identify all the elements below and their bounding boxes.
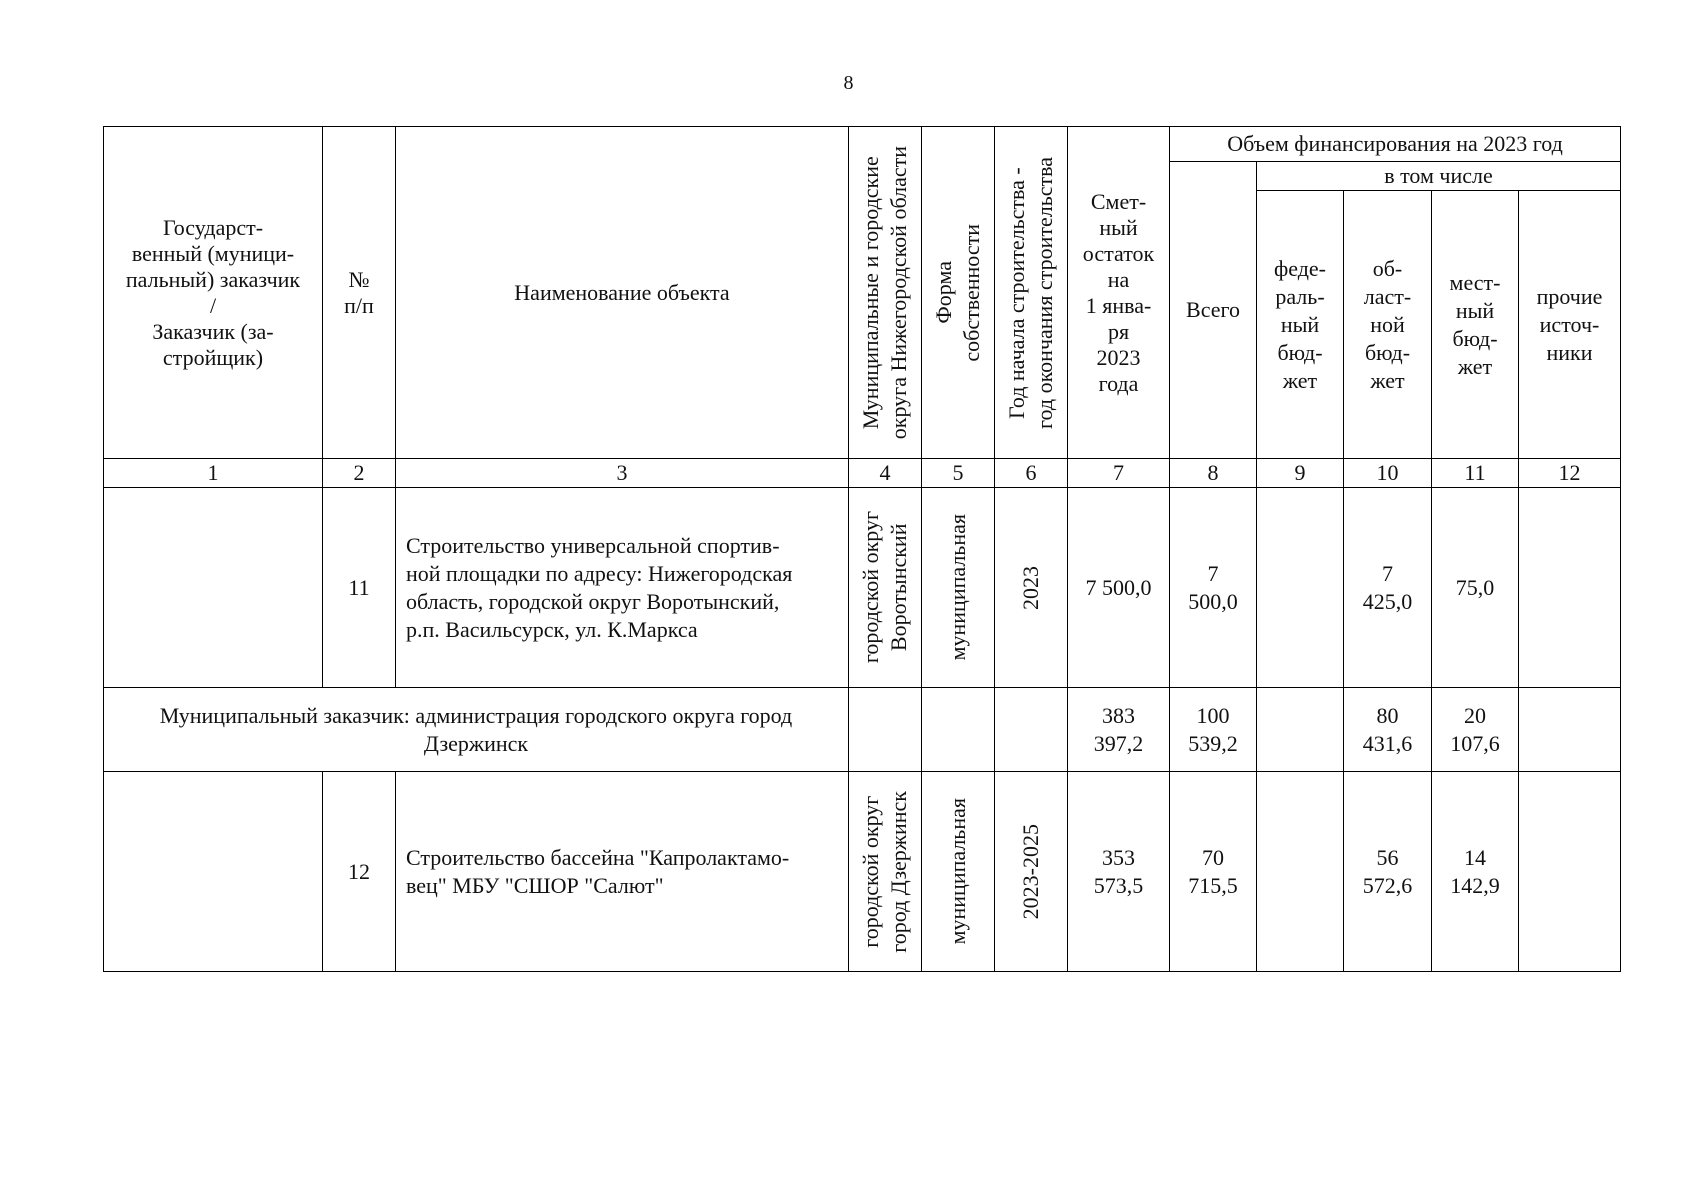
row-regional: 56 572,6 xyxy=(1344,772,1432,972)
header-ownership: Форма собственности xyxy=(922,127,995,459)
header-local: мест- ный бюд- жет xyxy=(1432,191,1519,459)
table-row xyxy=(104,772,1621,972)
row-customer-cell xyxy=(104,488,323,688)
column-number: 8 xyxy=(1170,459,1257,488)
column-number: 9 xyxy=(1257,459,1344,488)
header-number: № п/п xyxy=(323,127,396,459)
column-number: 6 xyxy=(995,459,1068,488)
header-municipality: Муниципальные и городские округа Нижегородской области xyxy=(849,127,922,459)
column-number: 12 xyxy=(1519,459,1621,488)
row-federal xyxy=(1257,772,1344,972)
header-customer: Государст- венный (муници- пальный) заказчик / Заказчик (за- стройщик) xyxy=(104,127,323,459)
header-federal: феде- раль- ный бюд- жет xyxy=(1257,191,1344,459)
customer-regional: 80 431,6 xyxy=(1344,688,1432,772)
table-row xyxy=(104,488,1621,688)
row-estimate: 353 573,5 xyxy=(1068,772,1170,972)
customer-local: 20 107,6 xyxy=(1432,688,1519,772)
row-local: 75,0 xyxy=(1432,488,1519,688)
row-years: 2023-2025 xyxy=(995,772,1068,972)
row-other xyxy=(1519,488,1621,688)
row-other xyxy=(1519,772,1621,972)
column-number: 1 xyxy=(104,459,323,488)
column-number: 11 xyxy=(1432,459,1519,488)
row-federal xyxy=(1257,488,1344,688)
row-object-name: Строительство бассейна "Капролактамо- вец" МБУ "СШОР "Салют" xyxy=(396,772,849,972)
customer-label: Муниципальный заказчик: администрация городского округа город Дзержинск xyxy=(104,688,849,772)
row-years: 2023 xyxy=(995,488,1068,688)
header-financing-title: Объем финансирования на 2023 год xyxy=(1170,127,1621,162)
page-number: 8 xyxy=(843,72,854,94)
column-number: 2 xyxy=(323,459,396,488)
column-number: 7 xyxy=(1068,459,1170,488)
row-number: 12 xyxy=(323,772,396,972)
row-ownership: муниципальная xyxy=(922,772,995,972)
row-object-name: Строительство универсальной спортив- ной площадки по адресу: Нижегородская область, городской округ Воротынский, р.п. Васильсурск, ул. К.Маркса xyxy=(396,488,849,688)
header-including: в том числе xyxy=(1257,162,1621,191)
row-total: 70 715,5 xyxy=(1170,772,1257,972)
column-number: 10 xyxy=(1344,459,1432,488)
customer-federal xyxy=(1257,688,1344,772)
customer-years xyxy=(995,688,1068,772)
header-other: прочие источ- ники xyxy=(1519,191,1621,459)
column-number: 4 xyxy=(849,459,922,488)
header-regional: об- ласт- ной бюд- жет xyxy=(1344,191,1432,459)
construction-financing-table xyxy=(103,126,1621,972)
header-years: Год начала строительства - год окончания строительства xyxy=(995,127,1068,459)
customer-total: 100 539,2 xyxy=(1170,688,1257,772)
row-municipality: городской округ Воротынский xyxy=(849,488,922,688)
column-number: 5 xyxy=(922,459,995,488)
customer-estimate: 383 397,2 xyxy=(1068,688,1170,772)
row-customer-cell xyxy=(104,772,323,972)
customer-other xyxy=(1519,688,1621,772)
row-ownership: муниципальная xyxy=(922,488,995,688)
row-municipality: городской округ город Дзержинск xyxy=(849,772,922,972)
row-local: 14 142,9 xyxy=(1432,772,1519,972)
row-total: 7 500,0 xyxy=(1170,488,1257,688)
header-object-name: Наименование объекта xyxy=(396,127,849,459)
row-number: 11 xyxy=(323,488,396,688)
row-estimate: 7 500,0 xyxy=(1068,488,1170,688)
customer-ownership xyxy=(922,688,995,772)
column-number: 3 xyxy=(396,459,849,488)
column-numbers-row xyxy=(104,459,1621,488)
customer-municipality xyxy=(849,688,922,772)
customer-row xyxy=(104,688,1621,772)
header-estimate-remainder: Смет- ный остаток на 1 янва- ря 2023 года xyxy=(1068,127,1170,459)
header-total: Всего xyxy=(1170,162,1257,459)
row-regional: 7 425,0 xyxy=(1344,488,1432,688)
